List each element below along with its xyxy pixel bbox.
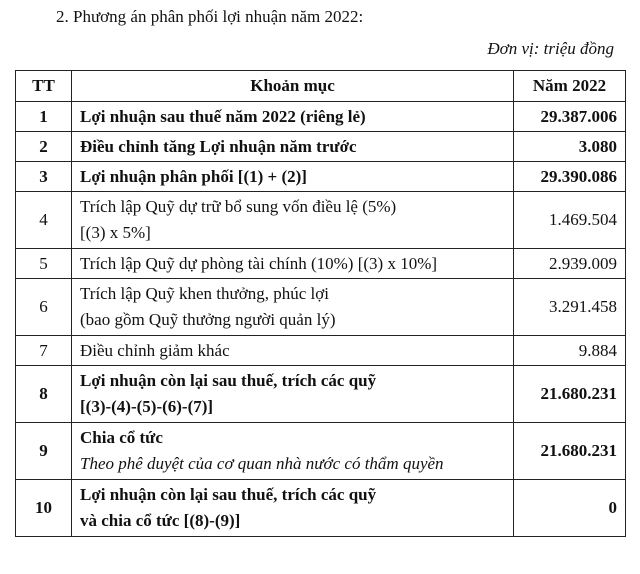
row-item — [72, 132, 514, 162]
row-number: 5 — [16, 249, 72, 279]
row-number: 7 — [16, 336, 72, 366]
item-line: Lợi nhuận còn lại sau thuế, trích các quỹ — [80, 485, 377, 504]
table-row — [16, 336, 626, 366]
item-line: Trích lập Quỹ dự trữ bổ sung vốn điều lệ (5%) — [80, 197, 397, 216]
item-line: Trích lập Quỹ khen thưởng, phúc lợi — [80, 284, 329, 303]
item-line: Trích lập Quỹ dự phòng tài chính (10%) [(3) x 10%] — [80, 253, 438, 273]
item-line: Lợi nhuận còn lại sau thuế, trích các quỹ — [80, 371, 377, 390]
table-row — [16, 192, 626, 249]
row-item — [72, 336, 514, 366]
row-value: 1.469.504 — [514, 192, 626, 249]
row-number: 8 — [16, 366, 72, 423]
row-value: 29.390.086 — [514, 162, 626, 192]
row-value: 29.387.006 — [514, 102, 626, 132]
unit-note: Đơn vị: triệu đồng — [487, 39, 614, 58]
table-row — [16, 249, 626, 279]
item-line: [(3)-(4)-(5)-(6)-(7)] — [80, 397, 214, 416]
row-value: 3.080 — [514, 132, 626, 162]
header-item: Khoản mục — [72, 71, 514, 102]
item-line: Lợi nhuận sau thuế năm 2022 (riêng lẻ) — [80, 106, 366, 126]
table-row — [16, 132, 626, 162]
row-number: 9 — [16, 423, 72, 480]
item-line: (bao gồm Quỹ thưởng người quản lý) — [80, 310, 336, 329]
row-item — [72, 249, 514, 279]
header-tt: TT — [16, 71, 72, 102]
item-line: [(3) x 5%] — [80, 223, 151, 242]
table-header-row — [16, 71, 626, 102]
table-row — [16, 480, 626, 537]
row-value: 2.939.009 — [514, 249, 626, 279]
row-item — [72, 102, 514, 132]
table-row — [16, 366, 626, 423]
row-number: 1 — [16, 102, 72, 132]
row-number: 4 — [16, 192, 72, 249]
item-line: Lợi nhuận phân phối [(1) + (2)] — [80, 166, 307, 186]
row-number: 2 — [16, 132, 72, 162]
row-value: 9.884 — [514, 336, 626, 366]
row-item — [72, 162, 514, 192]
table-row — [16, 162, 626, 192]
row-item — [72, 279, 514, 336]
row-item — [72, 423, 514, 480]
profit-distribution-table — [15, 70, 626, 537]
row-value: 0 — [514, 480, 626, 537]
row-item — [72, 366, 514, 423]
row-number: 10 — [16, 480, 72, 537]
section-heading: 2. Phương án phân phối lợi nhuận năm 2022: — [56, 7, 364, 26]
row-item — [72, 480, 514, 537]
row-number: 6 — [16, 279, 72, 336]
item-line: Chia cổ tức — [80, 428, 163, 447]
row-value: 3.291.458 — [514, 279, 626, 336]
item-line: và chia cổ tức [(8)-(9)] — [80, 511, 241, 530]
table-row — [16, 102, 626, 132]
row-number: 3 — [16, 162, 72, 192]
table-row — [16, 423, 626, 480]
item-note: Theo phê duyệt của cơ quan nhà nước có thẩm quyền — [80, 454, 444, 473]
table-row — [16, 279, 626, 336]
row-value: 21.680.231 — [514, 423, 626, 480]
header-year: Năm 2022 — [514, 71, 626, 102]
row-item — [72, 192, 514, 249]
item-line: Điều chỉnh giảm khác — [80, 340, 230, 360]
item-line: Điều chỉnh tăng Lợi nhuận năm trước — [80, 136, 357, 156]
row-value: 21.680.231 — [514, 366, 626, 423]
